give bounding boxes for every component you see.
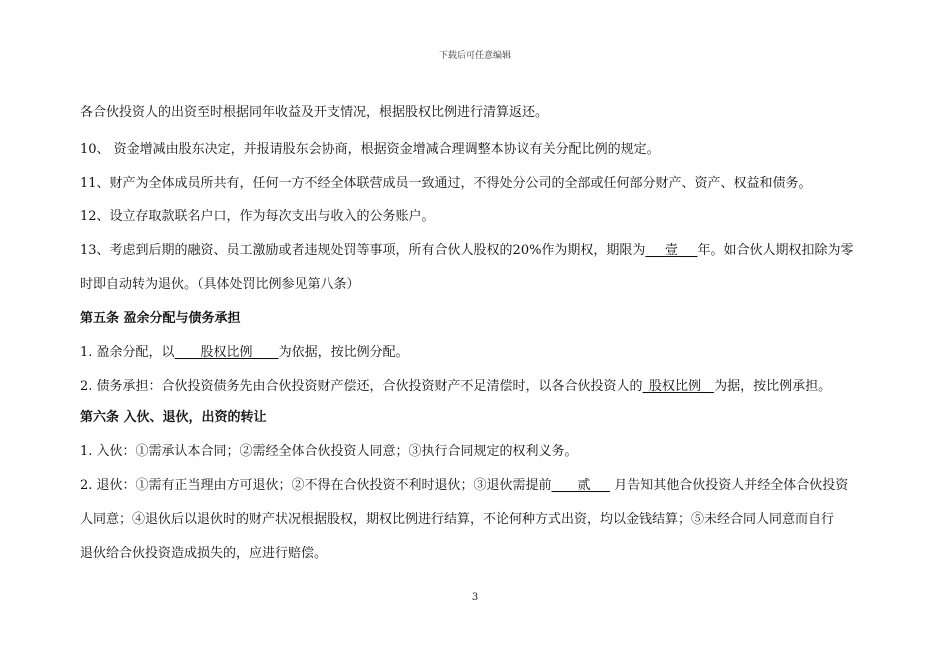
clause-13 bbox=[80, 242, 853, 260]
item-text: 2. 债务承担：合伙投资债务先由合伙投资财产偿还，合伙投资财产不足清偿时，以各合伙投资人的 bbox=[80, 379, 643, 394]
section-6-item-2-line3: 退伙给合伙投资造成损失的，应进行赔偿。 bbox=[80, 546, 328, 561]
section-6-item-2 bbox=[80, 477, 848, 495]
clause-13-text: 13、考虑到后期的融资、员工激励或者违规处罚等事项，所有合伙人股权的20%作为期权，期限为 bbox=[80, 243, 646, 258]
section-6-item-2-line2: 人同意；④退伙后以退伙时的财产状况根据股权，期权比例进行结算，不论何种方式出资，均以金钱结算；⑤未经合同人同意而自行 bbox=[80, 512, 835, 527]
item-text: 为据，按比例承担。 bbox=[714, 379, 832, 394]
item-text: 月告知其他合伙投资人并经全体合伙投资 bbox=[610, 478, 849, 493]
item-text: 2. 退伙：①需有正当理由方可退伙；②不得在合伙投资不利时退伙；③退伙需提前 bbox=[80, 478, 552, 493]
clause-13-line2: 时即自动转为退伙。（具体处罚比例参见第八条） bbox=[80, 277, 360, 292]
section-6-item-1: 1. 入伙：①需承认本合同；②需经全体合伙投资人同意；③执行合同规定的权利义务。 bbox=[80, 444, 578, 459]
notice-months-field: ____贰___ bbox=[551, 478, 611, 493]
section-5-item-1 bbox=[80, 344, 409, 362]
item-text: 1. 盈余分配，以 bbox=[80, 345, 175, 360]
item-text: 为依据，按比例分配。 bbox=[278, 345, 409, 360]
debt-basis-field: _股权比例__ bbox=[642, 379, 715, 394]
paragraph-line: 各合伙投资人的出资至时根据同年收益及开支情况，根据股权比例进行清算返还。 bbox=[80, 105, 549, 120]
clause-13-text-cont: 年。如合伙人期权扣除为零 bbox=[697, 243, 854, 258]
profit-basis-field: ____股权比例____ bbox=[174, 345, 279, 360]
section-5-item-2 bbox=[80, 378, 831, 396]
section-6-title: 第六条 入伙、退伙，出资的转让 bbox=[80, 410, 267, 425]
page-number: 3 bbox=[471, 592, 479, 603]
section-5-title: 第五条 盈余分配与债务承担 bbox=[80, 311, 241, 326]
clause-12: 12、设立存取款联名户口，作为每次支出与收入的公务账户。 bbox=[80, 209, 435, 224]
clause-10: 10、 资金增减由股东决定，并报请股东会协商，根据资金增减合理调整本协议有关分配比例的规定。 bbox=[80, 142, 660, 157]
page-header: 下载后可任意编辑 bbox=[438, 51, 511, 61]
clause-11: 11、财产为全体成员所共有，任何一方不经全体联营成员一致通过，不得处分公司的全部或任何部分财产、资产、权益和债务。 bbox=[80, 176, 812, 191]
term-years-field: ___壹___ bbox=[645, 243, 698, 258]
